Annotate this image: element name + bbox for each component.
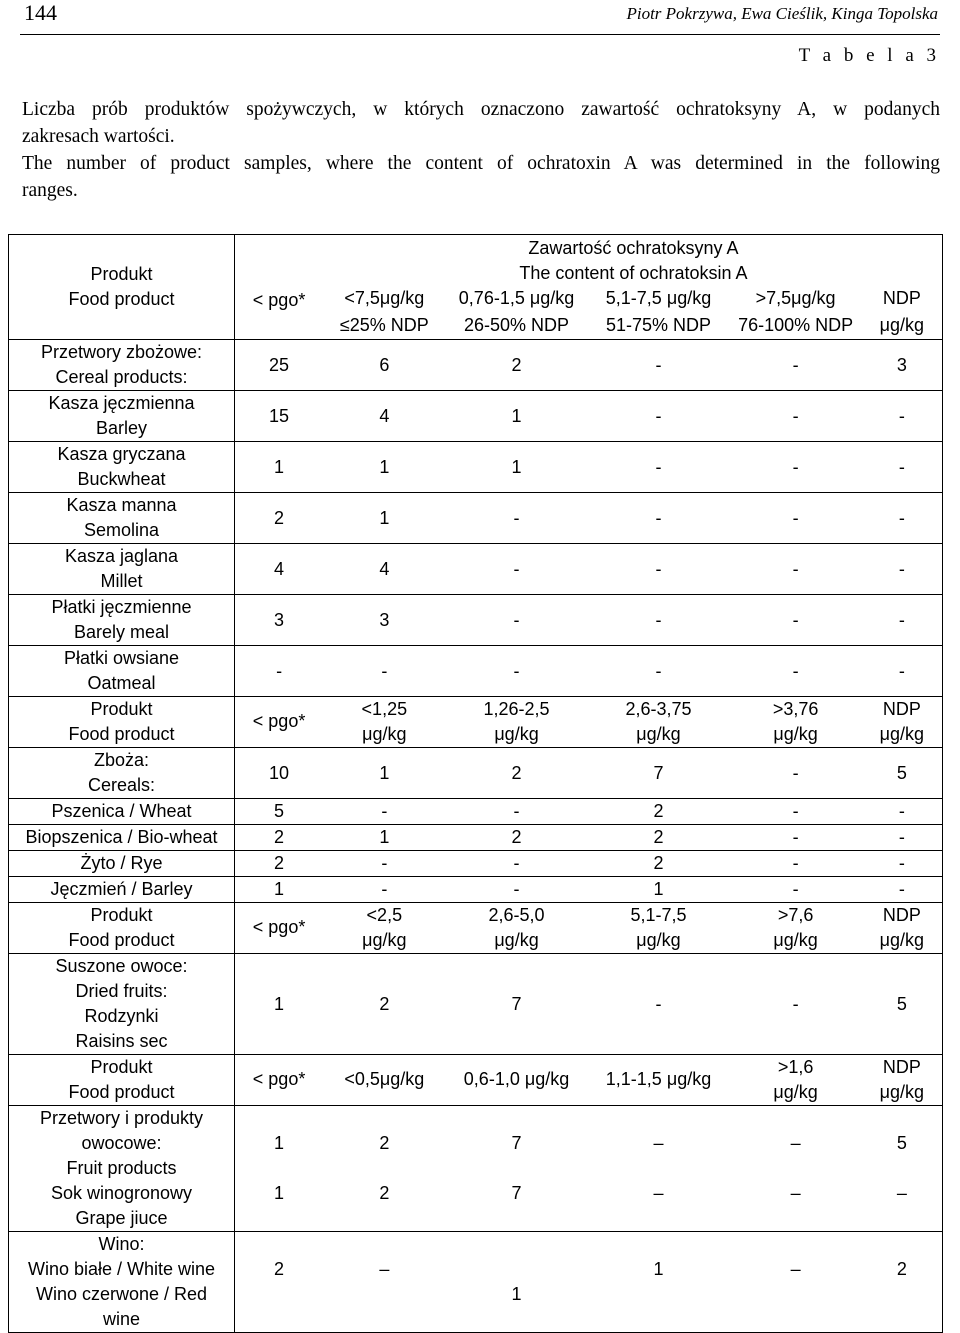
table-cell: - [513, 558, 520, 579]
table-cell: 4 [274, 558, 285, 579]
header-ranges-cell [235, 235, 943, 340]
table-cell: - [513, 853, 520, 873]
table-cell: Cereal products: [55, 367, 188, 387]
table-cell: - [381, 879, 388, 899]
table-cell: - [898, 609, 905, 630]
table-cell: Wino białe / White wine [27, 1259, 216, 1279]
table-row [9, 493, 943, 544]
table-cell: Wino czerwone / Red [35, 1284, 208, 1304]
header-product-pl: Produkt [90, 264, 153, 284]
table-cell: 1 [379, 456, 390, 477]
table-cell: 1 [274, 993, 285, 1014]
table-cell: - [792, 853, 799, 873]
table-cell: owocowe: [81, 1133, 162, 1153]
table-cell: Food product [68, 930, 175, 950]
table-cell: 1 [653, 879, 664, 899]
caption-english-line2: ranges. [22, 180, 78, 201]
row-values [235, 1232, 943, 1333]
table-cell: Millet [100, 571, 143, 591]
subheader-product [9, 697, 235, 748]
table-cell: μg/kg [494, 724, 539, 744]
table-cell: 2 [653, 801, 664, 821]
row-label [9, 1232, 235, 1333]
table-cell: - [655, 993, 662, 1014]
table-cell: - [898, 660, 905, 681]
table-cell: - [381, 853, 388, 873]
table-cell: Produkt [90, 905, 153, 925]
table-cell: Zboża: [93, 750, 150, 770]
table-cell: - [792, 354, 799, 375]
table-cell: Produkt [90, 1057, 153, 1077]
table-cell: 7 [511, 1183, 522, 1203]
table-cell [588, 1282, 730, 1307]
table-subheader-row [9, 903, 943, 954]
subheader-product [9, 1055, 235, 1106]
table-cell: 5,1-7,5 [630, 905, 687, 925]
table-cell: 0,6-1,0 μg/kg [463, 1069, 570, 1089]
row-values [235, 595, 943, 646]
table-cell: Oatmeal [87, 673, 156, 693]
table-cell: Barely meal [73, 622, 170, 642]
table-row [9, 799, 943, 825]
table-label: T a b e l a 3 [798, 45, 940, 66]
table-cell: - [898, 827, 905, 847]
header-range1b: ≤25% NDP [339, 315, 429, 335]
table-subheader-row [9, 1055, 943, 1106]
table-cell: Kasza manna [66, 495, 177, 515]
table-cell: 7 [511, 1133, 522, 1153]
header-content-en: The content of ochratoksin A [519, 263, 748, 283]
table-row [9, 954, 943, 1055]
caption-polish [22, 96, 940, 150]
table-cell: - [513, 609, 520, 630]
table-cell: - [898, 405, 905, 426]
table-cell: 1 [379, 507, 390, 528]
header-ndp-b: μg/kg [879, 315, 925, 335]
table-cell: 1 [274, 879, 285, 899]
table-cell: 3 [379, 609, 390, 630]
header-content-pl: Zawartość ochratoksyny A [528, 238, 739, 258]
table-cell: – [379, 1259, 390, 1279]
table-cell: – [790, 1133, 801, 1153]
table-cell: NDP [882, 905, 921, 925]
table-cell: 4 [379, 558, 390, 579]
header-pgo: < pgo* [252, 290, 306, 310]
row-values [235, 391, 943, 442]
table-cell: Kasza jęczmienna [48, 393, 195, 413]
page-number: 144 [24, 0, 57, 25]
table-cell: - [655, 660, 662, 681]
table-cell: - [792, 609, 799, 630]
table-cell: 3 [274, 609, 285, 630]
table-cell: 1 [511, 456, 522, 477]
table-cell: - [898, 507, 905, 528]
table-cell: Fruit products [66, 1158, 177, 1178]
row-label [9, 340, 235, 391]
table-cell: - [655, 507, 662, 528]
table-row [9, 1106, 943, 1232]
table-cell: 2 [274, 1259, 285, 1279]
header-range1a: <7,5μg/kg [344, 288, 425, 308]
table-cell: 1 [511, 1284, 522, 1304]
table-cell: - [513, 507, 520, 528]
table-cell: 2 [653, 853, 664, 873]
table-cell: Food product [68, 1082, 175, 1102]
row-label [9, 544, 235, 595]
table-cell: 10 [269, 762, 290, 783]
subheader-ranges [235, 1055, 943, 1106]
table-cell: >7,6 [777, 905, 814, 925]
table-cell: - [792, 827, 799, 847]
row-values [235, 799, 943, 825]
table-header-row [9, 235, 943, 340]
table-cell: - [792, 405, 799, 426]
table-cell: 15 [269, 405, 290, 426]
table-cell: Raisins sec [75, 1031, 168, 1051]
table-cell: Przetwory i produkty [39, 1108, 204, 1128]
table-cell: 2 [379, 1133, 390, 1153]
table-row [9, 1232, 943, 1333]
table-cell: 1 [274, 1183, 285, 1203]
table-cell: 2 [274, 853, 285, 873]
table-cell: - [792, 762, 799, 783]
table-cell: - [655, 405, 662, 426]
caption-polish-line1: Liczba prób produktów spożywczych, w których oznaczono zawartość ochratoksyny A, w podanych [22, 99, 940, 120]
page-header [20, 0, 940, 35]
table-row [9, 391, 943, 442]
row-label [9, 748, 235, 799]
header-range2a: 0,76-1,5 μg/kg [458, 288, 575, 308]
table-cell: 2,6-3,75 [625, 699, 692, 719]
table-cell: 6 [379, 354, 390, 375]
table-cell: 2 [653, 827, 664, 847]
table-cell: - [792, 507, 799, 528]
table-cell: 5 [896, 762, 907, 783]
table-cell: - [792, 456, 799, 477]
table-cell: μg/kg [494, 930, 539, 950]
header-product-en: Food product [68, 289, 175, 309]
table-cell: Cereals: [87, 775, 156, 795]
table-cell [323, 1282, 445, 1307]
table-cell: 2 [379, 1183, 390, 1203]
subheader-ranges [235, 697, 943, 748]
table-cell: 25 [269, 354, 290, 375]
header-range2b: 26-50% NDP [464, 315, 570, 335]
table-cell: 5 [896, 1133, 907, 1153]
table-row [9, 595, 943, 646]
table-cell: 4 [379, 405, 390, 426]
row-label: Jęczmień / Barley [9, 877, 235, 903]
table-row [9, 544, 943, 595]
row-values [235, 493, 943, 544]
table-cell: - [898, 456, 905, 477]
table-cell: 2 [379, 993, 390, 1014]
table-cell: - [276, 660, 283, 681]
table-cell: Semolina [83, 520, 160, 540]
table-row [9, 442, 943, 493]
row-label [9, 646, 235, 697]
table-cell: 2 [274, 507, 285, 528]
table-cell: – [896, 1183, 907, 1203]
table-cell [446, 1257, 588, 1282]
table-cell: - [792, 801, 799, 821]
table-cell: - [898, 853, 905, 873]
table-cell: Przetwory zbożowe: [40, 342, 203, 362]
table-cell [862, 1282, 942, 1307]
header-product-cell [9, 235, 235, 340]
row-values [235, 851, 943, 877]
table-cell: - [513, 879, 520, 899]
ochratoxin-table [8, 234, 943, 1333]
table-cell: Buckwheat [77, 469, 166, 489]
table-cell: NDP [882, 1057, 921, 1077]
table-cell: - [792, 993, 799, 1014]
row-label [9, 391, 235, 442]
table-cell: 1 [379, 762, 390, 783]
header-ndp-a: NDP [882, 288, 921, 308]
row-values [235, 877, 943, 903]
table-cell: 5 [896, 993, 907, 1014]
table-cell: - [655, 354, 662, 375]
caption-english [22, 150, 940, 204]
table-cell: Płatki jęczmienne [51, 597, 192, 617]
table-cell: - [513, 660, 520, 681]
table-row [9, 851, 943, 877]
table-cell: Barley [95, 418, 148, 438]
table-cell: - [792, 660, 799, 681]
row-values [235, 442, 943, 493]
table-cell: 1 [274, 1133, 285, 1153]
table-cell: NDP [882, 699, 921, 719]
table-cell: Produkt [90, 699, 153, 719]
table-cell: – [790, 1259, 801, 1279]
row-label: Biopszenica / Bio-wheat [9, 825, 235, 851]
table-cell: 1 [379, 827, 390, 847]
table-cell: - [655, 558, 662, 579]
table-cell: Kasza gryczana [57, 444, 186, 464]
row-values [235, 825, 943, 851]
table-row [9, 646, 943, 697]
table-cell: <1,25 [361, 699, 408, 719]
table-cell: - [513, 801, 520, 821]
table-cell: - [792, 558, 799, 579]
table-cell: 7 [653, 762, 664, 783]
table-cell: - [381, 660, 388, 681]
table-cell: μg/kg [362, 930, 407, 950]
table-cell: Suszone owoce: [55, 956, 188, 976]
table-cell: < pgo* [252, 917, 306, 937]
table-cell: 2 [511, 762, 522, 783]
table-cell: <2,5 [366, 905, 403, 925]
table-cell: 5 [274, 801, 285, 821]
table-cell: - [898, 801, 905, 821]
table-cell: μg/kg [362, 724, 407, 744]
table-cell: - [792, 879, 799, 899]
subheader-ranges [235, 903, 943, 954]
table-cell: Food product [68, 724, 175, 744]
row-values [235, 646, 943, 697]
row-values [235, 748, 943, 799]
table-cell: 1 [511, 405, 522, 426]
table-cell: Wino: [98, 1234, 145, 1254]
table-cell: 7 [511, 993, 522, 1014]
table-cell: μg/kg [879, 930, 925, 950]
row-values [235, 1106, 943, 1232]
table-cell: 1,26-2,5 [483, 699, 550, 719]
table-cell: – [653, 1183, 664, 1203]
row-label [9, 954, 235, 1055]
header-range4a: >7,5μg/kg [755, 288, 836, 308]
table-cell: 2,6-5,0 [488, 905, 545, 925]
table-cell: 2 [896, 1259, 907, 1279]
table-cell: - [898, 879, 905, 899]
table-cell: 1 [653, 1259, 664, 1279]
table-cell [235, 1282, 323, 1307]
table-cell: Grape jiuce [75, 1208, 168, 1228]
table-cell: μg/kg [879, 724, 925, 744]
header-range3a: 5,1-7,5 μg/kg [605, 288, 712, 308]
table-cell: 1,1-1,5 μg/kg [605, 1069, 712, 1089]
table-cell: μg/kg [773, 930, 818, 950]
table-cell: <0,5μg/kg [344, 1069, 425, 1089]
table-cell: μg/kg [773, 724, 818, 744]
table-cell: Płatki owsiane [63, 648, 180, 668]
header-range3b: 51-75% NDP [605, 315, 712, 335]
table-row [9, 877, 943, 903]
table-cell: – [653, 1133, 664, 1153]
table-cell: 2 [274, 827, 285, 847]
row-label [9, 442, 235, 493]
table-cell: 2 [511, 354, 522, 375]
table-row [9, 340, 943, 391]
table-subheader-row [9, 697, 943, 748]
running-authors: Piotr Pokrzywa, Ewa Cieślik, Kinga Topolska [626, 4, 938, 23]
row-values [235, 340, 943, 391]
table-row [9, 748, 943, 799]
table-cell: >3,76 [772, 699, 819, 719]
table-cell: < pgo* [252, 1069, 306, 1089]
row-values [235, 544, 943, 595]
table-cell: 2 [511, 827, 522, 847]
table-cell: – [790, 1183, 801, 1203]
table-cell: Dried fruits: [75, 981, 168, 1001]
row-values [235, 954, 943, 1055]
row-label [9, 493, 235, 544]
table-cell: - [381, 801, 388, 821]
row-label [9, 1106, 235, 1232]
table-cell: Sok winogronowy [50, 1183, 193, 1203]
caption-polish-line2: zakresach wartości. [22, 126, 175, 147]
header-range4b: 76-100% NDP [738, 315, 854, 335]
table-cell: Kasza jaglana [64, 546, 179, 566]
table-row [9, 825, 943, 851]
table-cell: 1 [274, 456, 285, 477]
table-cell: Rodzynki [84, 1006, 159, 1026]
table-cell: μg/kg [636, 930, 681, 950]
subheader-product [9, 903, 235, 954]
table-cell: μg/kg [636, 724, 681, 744]
table-cell: - [655, 456, 662, 477]
table-cell: < pgo* [252, 711, 306, 731]
table-cell: wine [102, 1309, 141, 1329]
table-cell [730, 1282, 862, 1307]
row-label [9, 595, 235, 646]
table-cell: μg/kg [773, 1082, 818, 1102]
table-cell: - [898, 558, 905, 579]
table-cell: 3 [896, 354, 907, 375]
row-label: Pszenica / Wheat [9, 799, 235, 825]
row-label: Żyto / Rye [9, 851, 235, 877]
table-cell: >1,6 [777, 1057, 814, 1077]
table-cell: μg/kg [879, 1082, 925, 1102]
caption-english-line1: The number of product samples, where the content of ochratoxin A was determined in the following [22, 153, 940, 174]
table-cell: - [655, 609, 662, 630]
